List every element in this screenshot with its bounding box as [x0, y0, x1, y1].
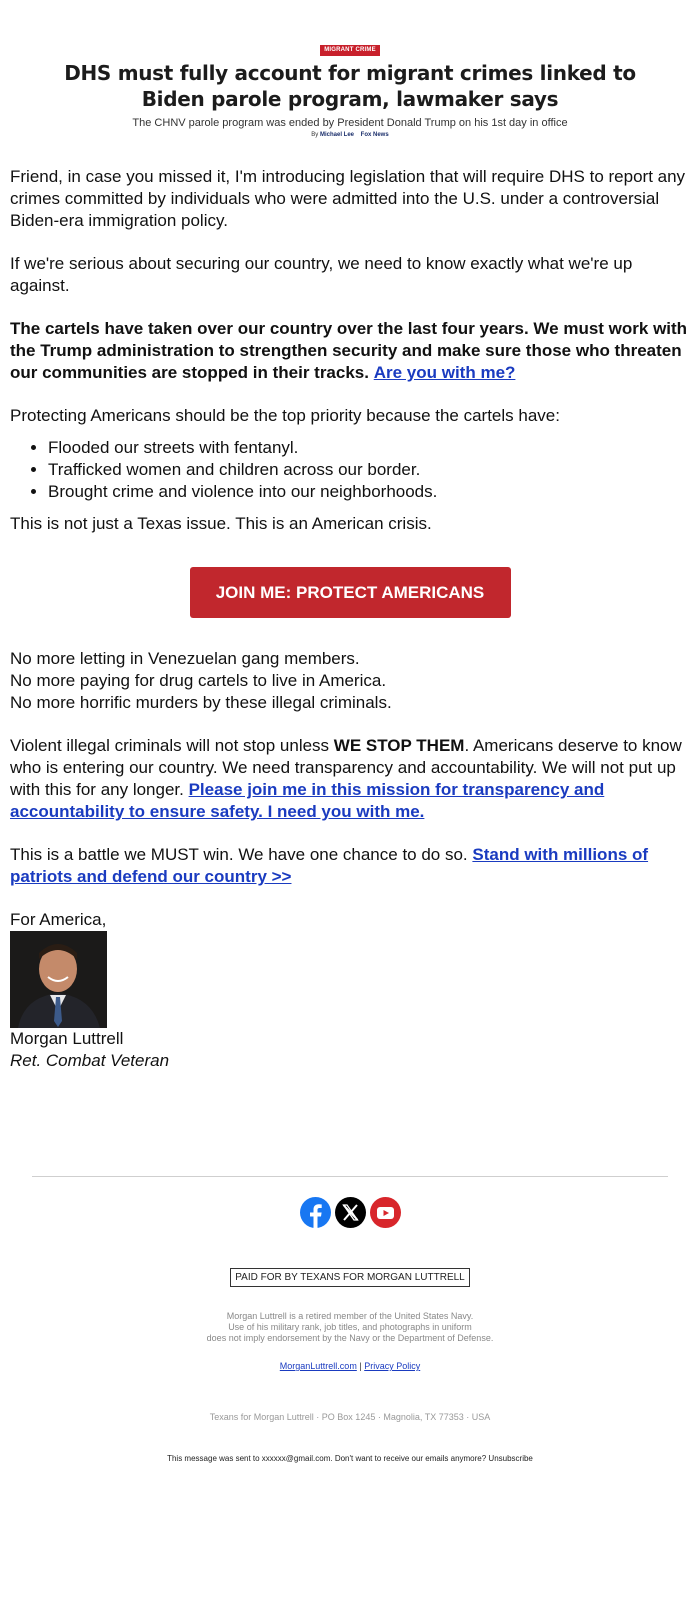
article-byline: [0, 132, 700, 138]
privacy-policy-link[interactable]: Privacy Policy: [364, 1361, 421, 1371]
stop-them-text-b: . Americans deserve to know who is entering our country. We need transparency and accountability. We will not put up with this for any longer.: [10, 736, 682, 799]
email-footer: [0, 1176, 700, 1463]
x-icon[interactable]: [335, 1197, 366, 1228]
facebook-icon[interactable]: [300, 1197, 331, 1228]
signer-name: Morgan Luttrell: [10, 1029, 124, 1048]
footer-divider: [32, 1176, 668, 1177]
stop-them-bold: WE STOP THEM: [333, 736, 465, 755]
byline-prefix: By: [311, 132, 319, 138]
paragraph-intro: Friend, in case you missed it, I'm introducing legislation that will require DHS to report any crimes committed by individuals who were admitted into the U.S. under a controversial Biden-era immigration policy.: [10, 167, 686, 230]
join-mission-link[interactable]: Please join me in this mission for transparency and accountability to ensure safety. I need you with me.: [10, 780, 605, 821]
list-item: • Trafficked women and children across our border.: [48, 459, 690, 481]
byline-outlet: Fox News: [360, 132, 389, 138]
paragraph-serious: If we're serious about securing our country, we need to know exactly what we're up against.: [10, 254, 633, 295]
mailing-address: Texans for Morgan Luttrell · PO Box 1245 · Magnolia, TX 77353 · USA: [209, 1412, 491, 1422]
list-item: • Brought crime and violence into our neighborhoods.: [48, 481, 690, 503]
email-body: [0, 166, 700, 1072]
paragraph-stop-them: [10, 735, 690, 823]
battle-text: This is a battle we MUST win. We have one chance to do so.: [10, 845, 473, 864]
youtube-icon[interactable]: [370, 1197, 401, 1228]
cartels-bold-text: The cartels have taken over our country over the last four years. We must work with the Trump administration to strengthen security and make sure those who threaten our communities are stopped in their tracks.: [10, 319, 688, 382]
signer-title: Ret. Combat Veteran: [10, 1051, 170, 1070]
social-links: [0, 1197, 700, 1228]
list-item: • Flooded our streets with fentanyl.: [48, 437, 690, 459]
link-separator: |: [359, 1361, 362, 1371]
byline-author: Michael Lee: [319, 132, 354, 138]
paragraph-priority: Protecting Americans should be the top priority because the cartels have:: [10, 406, 560, 425]
unsubscribe-notice[interactable]: This message was sent to xxxxxx@gmail.com. Don't want to receive our emails anymore? Unsubscribe: [167, 1454, 533, 1463]
article-header[interactable]: [0, 0, 700, 138]
morgan-luttrell-photo: [10, 931, 107, 1028]
stop-them-text-a: Violent illegal criminals will not stop unless: [10, 736, 334, 755]
paid-for-disclaimer: PAID FOR BY TEXANS FOR MORGAN LUTTRELL: [230, 1268, 470, 1287]
no-more-line: No more paying for drug cartels to live in America.: [10, 671, 387, 690]
stand-with-patriots-link[interactable]: Stand with millions of patriots and defend our country >>: [10, 845, 649, 886]
disclaimer-line: Morgan Luttrell is a retired member of the United States Navy.: [226, 1311, 474, 1321]
paragraph-battle: [10, 844, 690, 888]
category-badge: MIGRANT CRIME: [320, 45, 380, 56]
no-more-line: No more horrific murders by these illegal criminals.: [10, 693, 392, 712]
article-headline[interactable]: DHS must fully account for migrant crimes linked to Biden parole program, lawmaker says: [64, 61, 636, 111]
cartel-bullet-list: [10, 437, 690, 503]
no-more-line: No more letting in Venezuelan gang members.: [10, 649, 360, 668]
article-subhead: The CHNV parole program was ended by President Donald Trump on his 1st day in office: [132, 117, 568, 129]
website-link[interactable]: MorganLuttrell.com: [279, 1361, 357, 1371]
navy-disclaimer: [0, 1311, 700, 1344]
disclaimer-line: Use of his military rank, job titles, and photographs in uniform: [228, 1322, 472, 1332]
paragraph-cartels: [10, 318, 690, 384]
join-me-button[interactable]: JOIN ME: PROTECT AMERICANS: [190, 567, 511, 618]
cta-container: [10, 567, 690, 618]
signoff: For America,: [10, 910, 107, 929]
paragraph-texas: This is not just a Texas issue. This is an American crisis.: [10, 514, 432, 533]
are-you-with-me-link[interactable]: Are you with me?: [373, 363, 516, 382]
disclaimer-line: does not imply endorsement by the Navy or the Department of Defense.: [206, 1333, 494, 1343]
footer-links: [0, 1361, 700, 1371]
